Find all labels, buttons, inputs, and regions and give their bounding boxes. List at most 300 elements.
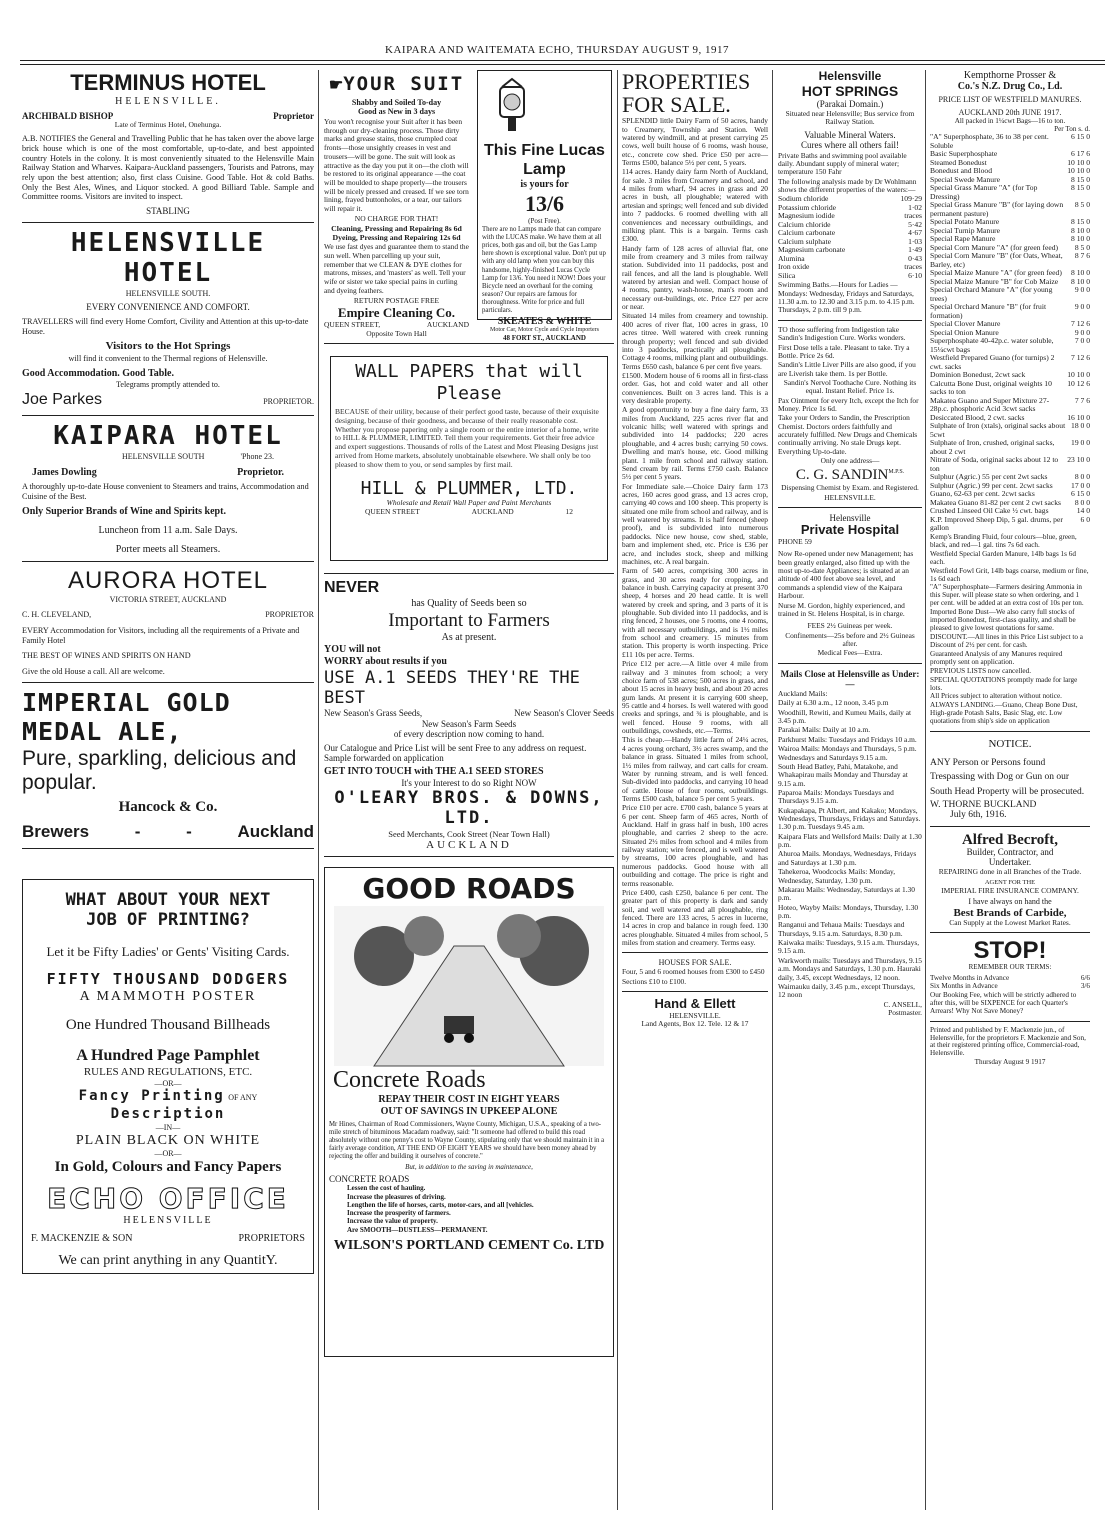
ad-line: REPAY THEIR COST IN EIGHT YEARS [378, 1093, 560, 1105]
ad-line: Our Catalogue and Price List will be sent Free to any address on request. Sample forwarded on application [324, 742, 587, 764]
ad-line: AUCKLAND [426, 838, 512, 851]
table-row [930, 184, 1090, 201]
ad-line: EVERY CONVENIENCE AND COMFORT. [86, 302, 250, 313]
ad-line: Seed Merchants, Cook Street (Near Town Hall) [388, 828, 550, 839]
stop-term: Twelve Months in Advance [930, 974, 1010, 982]
table-cell: K.P. Improved Sheep Dip, 5 gal. drums, per gallon [930, 514, 1063, 533]
list-item: For Immediate sale.—Choice Dairy farm 173 acres, 160 acres good grass, and 13 acres crop, carrying 40 cows and 100 sheep. This property is situated one mile from school and railway, and is well watered by streams. It is half fenced (sheep proof), and is subdivided into numerous paddocks. Nice new house, cow shed, stable, barn and implement shed, etc. Price is £36 per acre, and includes stock, sheep and milking machines, etc. A real bargain. [622, 481, 768, 566]
ad-line: YOU will not [324, 644, 381, 656]
imprint-date: Thursday August 9 1917 [974, 1058, 1046, 1067]
ad-line: QUEEN STREET, [324, 319, 381, 329]
stop-term: Six Months in Advance [930, 981, 998, 990]
ad-body: EVERY Accommodation for Visitors, including all the requirements of a Private and Family Hotel [22, 625, 300, 645]
ad-line: One Hundred Thousand Billheads [65, 1017, 271, 1034]
kemp-head: Per Ton s. d. [1054, 124, 1090, 133]
masthead: KAIPARA AND WAITEMATA ECHO, THURSDAY AUGUST 9, 1917 [385, 44, 729, 56]
ad-subtitle: VICTORIA STREET, AUCKLAND [109, 594, 227, 604]
notice-signature: W. THORNE BUCKLAND [930, 799, 1037, 810]
ad-subtitle: HELENSVILLE SOUTH. [125, 288, 211, 298]
table-cell: 10 10 0 [1067, 157, 1090, 167]
agent-town: HELENSVILLE. [669, 1010, 721, 1020]
ad-city: Auckland [237, 822, 314, 842]
ad-line: Nurse M. Gordon, highly experienced, and trained in St. Helens Hospital, is in charge. [778, 600, 905, 618]
houses-text: Four, 5 and 6 roomed houses from £300 to £450 [622, 967, 765, 977]
ad-line: PHONE 59 [778, 537, 812, 547]
ad-line: (Parakai Domain.) [816, 99, 884, 110]
terminus-hotel-ad [22, 70, 314, 217]
table-cell: Westfield Prepared Guano (for turnips) 2 cwt. sacks [930, 353, 1055, 371]
stop-line: Our Booking Fee, which will be strictly adhered to after this, will be SIXPENCE for each Quarter's Arrears! Why Not Save Money? [930, 990, 1077, 1015]
kemp-title: Co.'s N.Z. Drug Co., Ld. [957, 81, 1063, 92]
ad-line: We can print anything in any QuantitY. [58, 1252, 278, 1268]
list-item: Are SMOOTH—DUSTLESS—PERMANENT. [347, 1225, 488, 1234]
stop-title: STOP! [973, 936, 1047, 964]
ad-quote: Mr Hines, Chairman of Road Commissioners, Wayne County, Michigan, U.S.A., speaking of a two-mile stretch of bituminous Macadam roadway, said: "It someone had offered to build this road absolutely without one penny's cost to Wayne County, stipulating only that we should maintain it in a fairly average condition, AT THE END OF EIGHT YEARS we should have been money ahead by rejecting the offer and building it ourselves of concrete." [329, 1121, 605, 1161]
table-cell: Steamed Bonedust [930, 157, 987, 167]
list-item: SPLENDID little Dairy Farm of 50 acres, handy to Creamery, Township and Station. Well watered by windmill, and at present carrying 25 cows, well built house of 6 rooms, wash house, etc., concrete cow shed. Price £50 per acre—Terms £500, balance 5½ per cent, 5 years. [622, 116, 768, 167]
kemp-note: PREVIOUS LISTS now cancelled. [930, 666, 1032, 675]
table-cell: 8 10 0 [1071, 234, 1090, 244]
stop-line: REMEMBER OUR TERMS: [968, 963, 1052, 972]
mails-title: Mails Close at Helensville as Under:— [780, 668, 920, 689]
ad-title: GOOD ROADS [362, 872, 576, 906]
list-item: Lengthen the life of horses, carts, motor-cars, and all [vehicles. [347, 1200, 534, 1209]
stop-price: 3/6 [1080, 981, 1090, 990]
ad-title: AURORA HOTEL [67, 566, 269, 594]
ad-body: BECAUSE of their utility, because of their perfect good taste, because of their exquisite designing, because of their goodness, and because of their really reasonable cost. Whether you propose papering only a single room or the entire interior of a home, write to HILL & PLUMMER, LIMITED. Tell them your requirements. Get their free advice and expert suggestions. Thousands of rolls of the Latest and Most Pleasing Designs just arrived from Home markets, absolutely unobtainable elsewhere. We shall only be too pleased to show them to you, or send samples by first mail. [335, 406, 599, 469]
ad-name: Alfred Becroft, [961, 831, 1059, 848]
table-cell: Special Corn Manure "B" (for Oats, Wheat, Barley, etc) [930, 251, 1063, 269]
column-divider [925, 70, 926, 1510]
ad-title: Private Hospital [800, 522, 900, 538]
column-manures [930, 70, 1090, 1510]
kemp-note: Westfield Special Garden Manure, 14lb bags 1s 6d each. [930, 549, 1076, 566]
ad-line: RETURN POSTAGE FREE [353, 295, 440, 305]
table-cell: Special Clover Manure [930, 319, 1001, 329]
table-cell: 7 12 6 [1071, 319, 1090, 329]
table-cell: traces [904, 211, 922, 221]
column-hotels [22, 70, 314, 1510]
ad-phone: 'Phone 23. [240, 451, 274, 461]
table-cell: Potassium chloride [778, 202, 837, 212]
table-cell: 8 0 0 [1074, 472, 1090, 482]
table-cell: Special Rape Manure [930, 234, 996, 244]
ad-title: IMPERIAL GOLD MEDAL ALE, [22, 687, 231, 747]
column-divider [772, 70, 773, 1510]
table-cell: Sulphur (Agric.) 55 per cent 2wt sacks [930, 472, 1048, 482]
ad-line: A MAMMOTH POSTER [79, 988, 257, 1004]
ad-line: Dispensing Chemist by Exam. and Registered. [781, 483, 919, 493]
ad-body: A.B. NOTIFIES the General and Travelling Public that he has taken over the above large brick house which is one of the most comfortable, up-to-date, and best appointed country Hotels in the colony. It is most conveniently situated to the Helensville Main Railway Station and Wharves. Kaipara-Auckland passengers, Tourists and Patrons, may rely upon the best attention; also, first class Cuisine. Good Table. Hot & cold Baths. Only the Best Ales, Wines, and Liquor stocked. A good Billiard Table. Sample and Committee rooms. Visitors are invited to inspect. [22, 134, 314, 202]
sandin-ad [778, 326, 922, 502]
roads-ad [324, 867, 614, 1357]
ad-line: Valuable Mineral Waters. [804, 130, 896, 141]
ad-title: Helensville [829, 513, 871, 524]
ad-title: NEVER [324, 579, 380, 597]
table-cell: 14 0 [1076, 506, 1090, 516]
ad-line: Private Baths and swimming pool available daily. Abundant supply of mineral water; temperature 150 Fahr [778, 150, 907, 177]
table-cell: 7 12 6 [1071, 353, 1090, 363]
kaipara-hotel-ad [22, 421, 314, 556]
ad-price: 13/6 [524, 191, 565, 217]
column-divider [617, 70, 618, 1510]
table-row [930, 354, 1090, 371]
list-item: Tahekeroa, Woodcocks Mails: Monday, Wednesday, Saturday, 1.30 p.m. [778, 867, 896, 885]
table-row [930, 286, 1090, 303]
cycle-lamp-icon [482, 77, 542, 137]
ad-line: of every description now coming to hand. [393, 729, 545, 740]
ad-role: PROPRIETOR [265, 610, 314, 620]
table-cell: 8 15 0 [1071, 217, 1090, 227]
ad-title: YOUR SUIT [343, 73, 465, 95]
table-cell: Dominion Bonedust, 2cwt sack [930, 370, 1026, 380]
ad-line: PROPRIETORS [238, 1233, 305, 1245]
ad-line: USE A.1 SEEDS THEY'RE THE BEST [324, 667, 580, 708]
ad-line: F. MACKENZIE & SON [31, 1233, 133, 1245]
houses-text: Sections £10 to £100. [622, 976, 687, 986]
notice-ad [930, 738, 1090, 821]
list-item: Kaipara Flats and Wellsford Mails: Daily at 1.30 p.m. [778, 831, 922, 850]
table-row [930, 456, 1090, 473]
hospital-ad [778, 513, 922, 658]
ad-line: Fancy Printing [78, 1088, 225, 1105]
ad-line: —IN— [155, 1123, 181, 1133]
ad-line: Sandin's Nervol Toothache Cure. Nothing its equal. Instant Relief. Price 1s. [783, 377, 917, 396]
ad-body: We use fast dyes and guarantee them to stand the sun well. When parcelling up your suit, remember that we CLEAN & DYE clothes for matrons, misses, and 'masters' as well. Tell your wife or sister we take special pains in curling and dyeing feathers. [324, 242, 469, 295]
table-cell: Superphosphate 40-42p.c. water soluble, 15¼cwt bags [930, 336, 1054, 354]
ad-line: RULES AND REGULATIONS, ETC. [83, 1065, 253, 1078]
table-cell: Special Swede Manure [930, 174, 1001, 184]
ad-line: M.P.S. [888, 468, 905, 475]
masthead-rule-bottom [20, 64, 1105, 65]
list-item: Lessen the cost of hauling. [347, 1184, 426, 1193]
properties-title: PROPERTIES FOR SALE. [622, 69, 751, 118]
list-item: £1500. Modern house of 6 rooms all in first-class order. Gas, hot and cold water and all other conveniences. Built on 3 acres land. This is a very desirable property. [622, 370, 768, 406]
ad-subtitle: Concrete Roads [333, 1066, 486, 1093]
table-cell: Crushed Linseed Oil Cake ½ cwt. bags [930, 506, 1049, 516]
ad-title: This Fine Lucas Lamp [484, 141, 605, 178]
ad-name: C. G. SANDIN [795, 466, 889, 483]
table-cell: 1·49 [908, 245, 922, 255]
table-cell: "A" Superphosphate, 36 to 38 per cent. Soluble [930, 132, 1049, 150]
ad-role: PROPRIETOR. [263, 397, 314, 407]
ad-title: WALL PAPERS that will Please [355, 361, 583, 404]
list-item: Ahuroa Mails. Mondays, Wednesdays, Fridays and Saturdays at 1.30 p.m. [778, 849, 917, 867]
agent-name: Hand & Ellett [654, 996, 736, 1012]
ad-line: Swimming Baths.—Hours for Ladies —Mondays: Wednesday, Fridays and Saturdays, 11.30 a.m. to 12.30 and 3.15 p.m. to 4.15 p.m. Thursdays, 2 p.m. till 9 p.m. [778, 280, 915, 315]
table-cell: 18 0 0 [1071, 421, 1090, 431]
analysis-table [778, 195, 922, 280]
table-cell: Sodium chloride [778, 194, 829, 204]
table-cell: Silica [778, 270, 796, 280]
ad-line: Motor Car, Motor Cycle and Cycle Importers [490, 327, 599, 334]
table-cell: Iron oxide [778, 262, 810, 272]
table-cell: 19 0 0 [1071, 438, 1090, 448]
table-cell: Sulphate of Iron (xtals), original sacks about 5cwt [930, 421, 1066, 439]
imprint: Printed and published by F. Mackenzie jun., of Helensville, for the proprietors F. Mackenzie and Son, at their registered printing office, Commercial-road, Helensville. [930, 1025, 1086, 1058]
table-row [930, 303, 1090, 320]
pointing-hand-icon: ☛ [328, 77, 344, 94]
table-cell: 6 15 0 [1071, 132, 1090, 142]
kemp-title: Kempthorne Prosser & [963, 70, 1057, 81]
ad-line: The following analysis made by Dr Wohlmann shows the different properties of the waters:— [778, 176, 917, 194]
list-item: Price £10 per acre. £700 cash, balance 5 years at 6 per cent. Sheep farm of 465 acres, North of Auckland. Half in grass half in bush, 100 acres ploughable, and carries 2 sheep to the acre. Situated 2½ miles from school and 4 miles from railway station; wire fenced, and is well watered by streams, 100 acres ploughable, and has numerous paddocks. Good house with all outbuilding and cottage. The price is right and terms reasonable. [622, 803, 768, 888]
table-cell: Makatea Guano 81-82 per cent 2 cwt sacks [930, 497, 1061, 507]
ad-line: QUEEN STREET [365, 506, 420, 516]
table-cell: Sulphur (Agric.) 99 per cent. 2cwt sacks [930, 480, 1053, 490]
table-cell: 0·43 [908, 253, 922, 263]
ad-line: (Post Free). [528, 217, 561, 226]
table-cell: Special Corn Manure "A" (for green feed) [930, 242, 1059, 252]
table-row [930, 397, 1090, 414]
ad-line: New Season's Clover Seeds [514, 707, 614, 718]
seeds-ad [324, 579, 614, 851]
kemp-note: All packed in 1¼cwt Bags—16 to ton. [954, 116, 1066, 125]
ad-line: Good as New in 3 days [357, 107, 436, 117]
table-cell: Bonedust and Blood [930, 166, 993, 176]
table-cell: 8 10 0 [1071, 276, 1090, 286]
ad-subtitle: HELENSVILLE SOUTH [122, 451, 205, 461]
ad-line: AUCKLAND [471, 506, 514, 516]
ad-brand: WILSON'S PORTLAND CEMENT Co. LTD [333, 1237, 605, 1253]
table-row [930, 252, 1090, 269]
helensville-hotel-ad [22, 228, 314, 410]
list-item: Situated 14 miles from creamery and township. 400 acres of river flat, 100 acres in grass, 10 acres titree. Well watered with creek running through property; well fenced and sub divided into 3 paddocks, practically all ploughable. Cottage 4 rooms, milking plant and outbuildings. Terms £650 cash, balance 6 per cent five years. [622, 311, 768, 371]
table-cell: 6 15 0 [1071, 489, 1090, 499]
table-cell: 6 17 6 [1071, 149, 1090, 159]
table-cell: traces [904, 262, 922, 272]
list-item: Kukapakapa, Pt Albert, and Kakako; Mondays, Wednesdays, Thursdays, Fridays and Saturdays. 1.30 p.m. Tuesdays 9.45 a.m. [778, 805, 921, 832]
table-row [930, 439, 1090, 456]
list-item: Increase the value of property. [347, 1217, 438, 1226]
ad-line: Medical Fees—Extra. [817, 648, 883, 658]
ad-title: TERMINUS HOTEL [70, 70, 266, 95]
table-cell: 8 0 0 [1074, 497, 1090, 507]
list-item: Warkworth mails: Tuesdays and Thursdays, 9.15 a.m. Mondays and Saturdays, 1.30 p.m. Hauraki daily, 3.45, except Wednesdays, 12 noon. [778, 955, 922, 982]
ad-body: You won't recognise your Suit after it has been through our dry-cleaning process. Those dirty marks and grease stains, those crumpled coat fronts—those unsightly creases in vest and trousers—will be gone. The suit will look as attractive as the day you put it on—the cloth will be restored to its original appearance —the coat will be moulded to shape properly—the trousers will be nicely pressed and creased. If we see torn lining, frayed buttonholes, or a tear, our tailors will repair it. [324, 116, 469, 214]
ad-role: Proprietor. [237, 467, 284, 479]
ad-line: —OR— [154, 1078, 182, 1088]
road-scene-illustration [334, 906, 604, 1066]
ad-text: Good Accommodation. Good Table. [22, 367, 174, 379]
kemp-note: Kemp's Branding Fluid, four colours—blue, green, black, and red—1 gal. tins 7s 6d each. [930, 532, 1077, 549]
houses-heading: HOUSES FOR SALE. [658, 958, 732, 968]
kemp-note: Guaranteed Analysis of any Manures required promptly sent on application. [930, 649, 1063, 666]
ad-owner: ARCHIBALD BISHOP [22, 110, 114, 121]
ad-text: Only Superior Brands of Wine and Spirits kept. [22, 506, 226, 518]
ad-line: Let it be Fifty Ladies' or Gents' Visiting Cards. [46, 943, 290, 959]
table-cell: Special Onion Manure [930, 327, 999, 337]
table-cell: 6 0 [1080, 514, 1090, 524]
ad-line: Can Supply at the Lowest Market Rates. [949, 917, 1071, 927]
masthead-rule-top [20, 60, 1105, 61]
ad-company: HILL & PLUMMER, LTD. [360, 477, 578, 499]
ad-line: Only one address— [820, 456, 880, 466]
ad-line: New Season's Grass Seeds, [324, 707, 423, 718]
agent-contact: Land Agents, Box 12. Tele. 12 & 17 [641, 1019, 749, 1029]
table-cell: Special Orchard Manure "A" (for young trees) [930, 285, 1053, 303]
column-springs [778, 70, 922, 1510]
ad-office: ECHO OFFICE [47, 1182, 289, 1216]
list-item: Price £400, cash £250, balance 6 per cent. The greater part of this property is dark and sandy soil, and well watered and all ploughable, ring fenced. There are 133 acres, 5 acres in lucerne, 14 acres in crop and balance in rough feed. 130 acres ploughable. Situated 4 miles from school, 5 miles from station and creamery. Terms easy. [622, 887, 768, 948]
ad-line: First Dose tells a tale. Pleasant to take. Try a Bottle. Price 2s 6d. [778, 342, 910, 360]
ad-line: TO those suffering from Indigestion take Sandin's Indigestion Cure. Works wonders. [778, 324, 906, 343]
table-cell: Special Orchard Manure "B" (for fruit formation) [930, 302, 1047, 320]
ad-line: Confinements—25s before and 2½ Guineas after. [785, 630, 915, 648]
table-row [930, 422, 1090, 439]
notice-title: NOTICE. [988, 738, 1032, 751]
mails-notice [778, 669, 922, 1018]
table-cell: 9 0 0 [1074, 302, 1090, 312]
ad-body: There are no Lamps made that can compare with the LUCAS make. We have them at all prices, both gas and oil, but the Gas Lamp here shown is exceptional value. Don't put up with any old lamp when you can buy this handsome, highly-finished Lucas Cycle Lamp for 13/6. You need it NOW! Does your Bicycle need an overhaul for the coming season? Our repairs are famous for thoroughness. Write for price and full particulars. [482, 226, 606, 314]
ad-line: Sandin's Little Liver Pills are also good, if you are Liverish take them. 1s per Bottle. [778, 360, 916, 378]
table-cell: 109·29 [900, 194, 922, 204]
list-item: Makarau Mails: Wednesday, Saturdays at 1.30 p.m. [778, 884, 915, 903]
kemp-note: DISCOUNT.—All lines in this Price List subject to a Discount of 2½ per cent. for cash. [930, 633, 1083, 649]
ad-line: Cures where all others fail! [801, 140, 899, 151]
list-item: Woodhill, Rewiti, and Kumeu Mails, daily at 3.45 p.m. [778, 707, 912, 726]
ad-line: HELENSVILLE. [824, 492, 876, 502]
ad-line: Best Brands of Carbide, [953, 906, 1067, 919]
ad-line: OUT OF SAVINGS IN UPKEEP ALONE [380, 1105, 558, 1117]
list-item: Auckland Mails: [778, 689, 828, 699]
list-item: Ranganui and Tehaua Mails: Tuesdays and Thursdays, 9.15 a.m. Saturdays, 8.30 p.m. [778, 920, 905, 938]
list-item: 114 acres. Handy dairy farm North of Auckland, for sale. 3 miles from Creamery and school, and 4 miles from wharf, 94 acres in grass and 20 acres in bush, all ploughable; watered with artesian and springs; well fenced and sub divided into 7 paddocks. 6 roomed dwelling with all conveniences and necessary outbuildings, and milking plant. This is a bargain. Terms cash £300. [622, 167, 768, 244]
ad-line: Shabby and Soiled To-day [351, 97, 442, 107]
table-cell: Guano, 62-63 per cent. 2cwt sacks [930, 489, 1035, 499]
ad-owner: C. H. CLEVELAND, [22, 610, 92, 620]
table-cell: Magnesium carbonate [778, 245, 846, 255]
table-cell: 8 10 0 [1071, 225, 1090, 235]
ad-line: Opposite Town Hall [366, 328, 427, 338]
list-item: Increase the prosperity of farmers. [347, 1209, 451, 1218]
table-cell: 9 0 0 [1074, 327, 1090, 337]
ad-text: Give the old House a call. All are welcome. [22, 666, 165, 676]
printing-ad [22, 879, 314, 1274]
ad-company: O'LEARY BROS. & DOWNS, LTD. [334, 788, 604, 829]
mails-role: Postmaster. [888, 1007, 922, 1017]
table-cell: Sulphate of Iron, crushed, original sacks, about 2 cwt [930, 438, 1055, 456]
ad-line: 48 FORT ST., AUCKLAND [503, 334, 586, 343]
kemp-note: Imported Bone Dust—We also carry full stocks of imported Bonedust, first-class quality, and shall be pleased to give lowest quotations for same. [930, 608, 1076, 633]
ad-company: SKEATES & WHITE [497, 315, 592, 327]
list-item: Daily at 6.30 a.m., 12 noon, 3.45 p.m [778, 698, 889, 708]
ad-tagline: Pure, sparkling, delicious and popular. [22, 746, 297, 794]
list-item: Price £12 per acre.—A little over 4 mile from railway and 3 minutes from school; a very choice farm of 538 acres; 500 acres in grass, and about 15 acres in heavy bush, and about 20 acres gum lands. At present it is carrying 600 sheep, 95 cattle and 4 horses. Is well watered with good creeks and springs, and ¾ is ploughable, and is well fenced. House 9 rooms, with all outbuildings, cowsheds, etc.—Terms. [622, 659, 768, 736]
table-cell: Calcium sulphate [778, 236, 831, 246]
ad-line: AGENT FOR THE [984, 879, 1036, 887]
table-cell: Special Grass Manure "B" (for laying down permanent pasture) [930, 200, 1064, 218]
ad-line: Pax Ointment for every Itch, except the Itch for Money. Price 1s 6d. [778, 395, 919, 414]
list-item: Hoteo, Wayby Mails: Mondays, Thursday, 1.30 p.m. [778, 902, 919, 920]
table-cell: 8 15 0 [1071, 183, 1090, 193]
table-cell: Calcium chloride [778, 219, 831, 229]
kemp-note: "A" Superphosphate—Farmers desiring Ammonia in this Super. will please state so when ordering, and 1 per cent. will be added at an extra cost of 10s per ton. [930, 583, 1084, 608]
table-cell: Special Potato Manure [930, 217, 1000, 227]
ad-line: Take your Orders to Sandin, the Prescription Chemist. Doctors orders faithfully and accurately fulfilled. New Drugs and Chemicals continually arriving. No stale Drugs kept. Everything Up-to-date. [778, 413, 918, 456]
becroft-ad [930, 832, 1090, 927]
list-item: Parakai Mails: Daily at 10 a.m. [778, 725, 871, 735]
ad-owner: James Dowling [32, 467, 97, 479]
table-cell: Special Maize Manure "A" (for green feed) [930, 268, 1062, 278]
ad-title: WHAT ABOUT YOUR NEXT [65, 889, 271, 910]
ad-line: It's your Interest to do so Right NOW [401, 777, 537, 788]
table-cell: 8 7 6 [1074, 251, 1090, 261]
table-row [930, 133, 1090, 150]
table-cell: 1·02 [908, 202, 922, 212]
ad-list [329, 1184, 609, 1234]
table-cell: Special Maize Manure "B" for Cob Maize [930, 276, 1059, 286]
notice-date: July 6th, 1916. [950, 810, 1007, 821]
ad-line: OF ANY [228, 1093, 258, 1103]
ad-line: New Season's Farm Seeds [421, 718, 517, 729]
ad-line: CONCRETE ROADS [329, 1173, 410, 1184]
table-cell: 23 10 0 [1067, 455, 1090, 465]
table-cell: 10 10 0 [1067, 166, 1090, 176]
ad-line: In Gold, Colours and Fancy Papers [54, 1158, 282, 1175]
wallpaper-ad [330, 356, 608, 561]
ad-line: IMPERIAL FIRE INSURANCE COMPANY. [941, 885, 1079, 895]
ad-price: Dyeing, Pressing and Repairing 12s 6d [332, 232, 461, 242]
table-row [930, 516, 1090, 533]
list-item: Parkhurst Mails: Tuesdays and Fridays 10 a.m. [778, 734, 917, 744]
table-row [930, 380, 1090, 397]
table-cell: 9 0 0 [1074, 285, 1090, 295]
ad-title: KAIPARA HOTEL [53, 421, 283, 451]
ad-maker: Hancock & Co. [118, 798, 218, 815]
list-item: Farm of 540 acres, comprising 300 acres in grass, and 30 acres ready for cropping, and balance in bush. Carrying capacity at present 370 sheep, 4 horses and 20 head cattle. It is well watered by creek and spring, and 3 parts of it is ploughable. Sub divided into 11 paddocks, and is ring fenced, 2 houses, one 5 rooms, one 4 rooms, with all necessary outbuildings, and is 1½ miles from school and creamery. 15 minutes from station. This property is worth inspecting. Price £11 10s per acre. Terms. [622, 566, 768, 659]
table-cell: Calcium carbonate [778, 228, 836, 238]
table-cell: 10 12 6 [1067, 378, 1090, 388]
kemp-note: Westfield Fowl Grit, 14lb bags coarse, medium or fine, 1s 6d each [930, 566, 1089, 583]
table-cell: 6·10 [908, 270, 922, 280]
table-cell: Special Grass Manure "A" (for Top Dressing) [930, 183, 1038, 201]
ad-line: REPAIRING done in all Branches of the Trade. [938, 867, 1082, 877]
ad-line: AUCKLAND [426, 319, 469, 329]
ad-line: —OR— [154, 1149, 182, 1159]
table-cell: 8 5 0 [1074, 200, 1090, 210]
ad-owner: Joe Parkes [22, 391, 103, 409]
price-table [930, 133, 1090, 533]
lamp-ad [477, 70, 612, 343]
table-cell: Desiccated Blood, 2 cwt. sacks [930, 412, 1025, 422]
ad-line: 12 [565, 506, 573, 516]
list-item: A good opportunity to buy a fine dairy farm, 33 miles from Auckland, 225 acres river flat and volcanic hills; well watered with springs and subdivided into 14 paddocks; 220 acres ploughable, and 4 acres bush; carrying 50 cows. Dwelling and man's house, etc. Good milking plant. 1 mile from school and railway station. Send cream by rail. Terms £750 cash. Balance 5½ per cent 5 years. [622, 405, 768, 482]
ad-line: HELENSVILLE [123, 1215, 213, 1227]
list-item: This is cheap.—Handy little farm of 24¼ acres, 4 acres young orchard, 3½ acres swamp, and the balance in grass. Situated 1 miles from school, 1½ miles from railway, and cart calls for cream. Water by running stream, and is well fenced. Sub-divided into paddocks, and carrying 10 head of cattle. House of four rooms, outbuildings. Terms £500 cash, balance 5 per cent 5 years. [622, 735, 768, 803]
ad-note: Late of Terminus Hotel, Onehunga. [114, 120, 222, 130]
table-cell: Basic Superphosphate [930, 149, 998, 159]
table-cell: 5·42 [908, 219, 922, 229]
ad-company: Empire Cleaning Co. [337, 305, 456, 321]
ad-line: As at present. [441, 632, 497, 644]
ad-line: Description [110, 1105, 226, 1122]
ad-line: Undertaker. [988, 857, 1032, 868]
kemp-heading: PRICE LIST OF WESTFIELD MANURES. [938, 95, 1082, 104]
table-cell: Nitrate of Soda, original sacks about 12 to ton [930, 455, 1059, 473]
aurora-hotel-ad [22, 567, 314, 677]
ad-body: TRAVELLERS will find every Home Comfort, Civility and Attention at this up-to-date House. [22, 316, 309, 336]
table-cell: Calcutta Bone Dust, original weights 10 sacks to ton [930, 378, 1052, 397]
ad-text: THE BEST OF WINES AND SPIRITS ON HAND [22, 651, 191, 661]
ad-text: Luncheon from 11 a.m. Sale Days. [98, 525, 238, 537]
table-row [778, 263, 922, 272]
ad-brewers: Brewers [22, 822, 90, 842]
table-cell: 7 7 6 [1074, 395, 1090, 405]
table-row [778, 272, 922, 281]
ad-price: Cleaning, Pressing and Repairing 8s 6d [331, 223, 462, 233]
kemp-note: All Prices subject to alteration without notice. [930, 692, 1062, 701]
